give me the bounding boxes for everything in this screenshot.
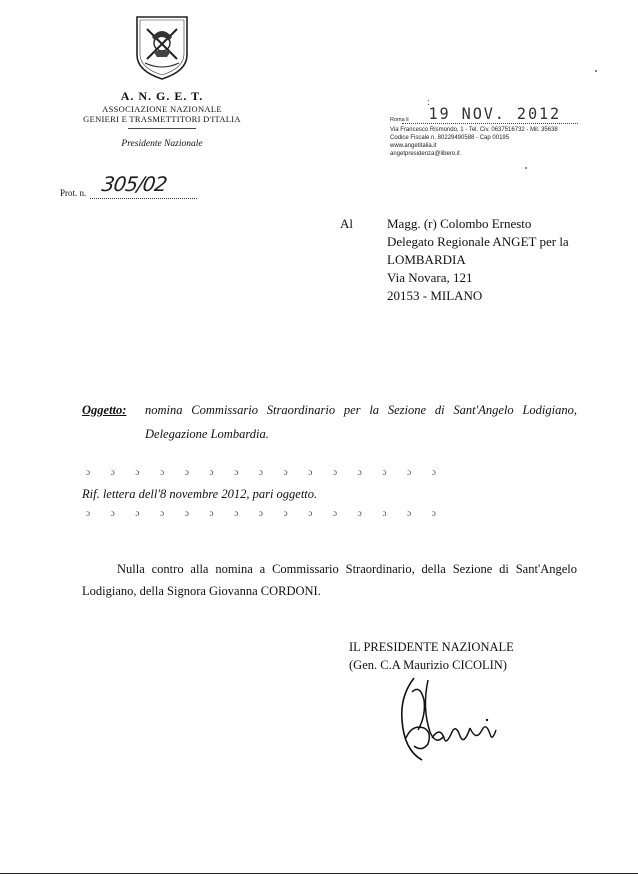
- recipient-line: 20153 - MILANO: [387, 288, 483, 303]
- scan-speck: [595, 70, 597, 72]
- page-bottom-edge: [0, 873, 638, 874]
- protocol-label: Prot. n.: [60, 188, 87, 198]
- date-dotted-line: [402, 123, 578, 124]
- recipient-line: Delegato Regionale ANGET per la: [387, 234, 569, 249]
- signatory-name: (Gen. C.A Maurizio CICOLIN): [349, 658, 507, 672]
- letterhead-divider: [128, 128, 196, 129]
- address-line: Codice Fiscale n. 80229490588 - Cap 00195: [390, 135, 510, 141]
- website-text: www.angetitalia.it: [390, 143, 437, 149]
- org-subtitle-1: ASSOCIAZIONE NAZIONALE: [102, 104, 222, 114]
- recipient-prefix: Al: [340, 216, 353, 231]
- body-text: Lodigiano, della Signora Giovanna CORDONI.: [82, 584, 321, 598]
- org-subtitle-2: GENIERI E TRASMETTITORI D'ITALIA: [83, 114, 241, 124]
- protocol-dotted-line: [90, 198, 197, 199]
- recipient-line: Via Novara, 121: [387, 270, 473, 285]
- date-stamp: 19 NOV. 2012: [428, 104, 562, 123]
- subject-label: Oggetto:: [82, 403, 127, 417]
- handwritten-signature: [392, 672, 498, 764]
- sender-role: Presidente Nazionale: [121, 139, 203, 149]
- org-name: A. N. G. E. T.: [120, 89, 204, 103]
- place-label: Roma li: [390, 117, 409, 123]
- email-text: angetpresidenza@libero.it: [390, 151, 460, 157]
- body-text: Nulla contro alla nomina a Commissario Straordinario, della Sezione di Sant'Angelo: [117, 562, 577, 576]
- emblem-logo: [133, 15, 191, 81]
- subject-text: Delegazione Lombardia.: [145, 427, 269, 441]
- separator-marks: ɔ ɔ ɔ ɔ ɔ ɔ ɔ ɔ ɔ ɔ ɔ ɔ ɔ ɔ ɔ: [86, 508, 436, 518]
- scan-speck: [525, 167, 527, 169]
- reference-text: Rif. lettera dell'8 novembre 2012, pari oggetto.: [82, 487, 318, 501]
- recipient-line: Magg. (r) Colombo Ernesto: [387, 216, 532, 231]
- subject-text: nomina Commissario Straordinario per la Sezione di Sant'Angelo Lodigiano,: [145, 403, 577, 417]
- signatory-title: IL PRESIDENTE NAZIONALE: [349, 640, 514, 654]
- address-line: Via Francesco Rismondo, 1 - Tel. Civ. 0637516732 - Mil. 35638: [390, 127, 558, 133]
- stamp-mark: :: [427, 97, 430, 108]
- recipient-line: LOMBARDIA: [387, 252, 466, 267]
- separator-marks: ɔ ɔ ɔ ɔ ɔ ɔ ɔ ɔ ɔ ɔ ɔ ɔ ɔ ɔ ɔ: [86, 467, 436, 477]
- protocol-number: 305/02: [100, 172, 169, 196]
